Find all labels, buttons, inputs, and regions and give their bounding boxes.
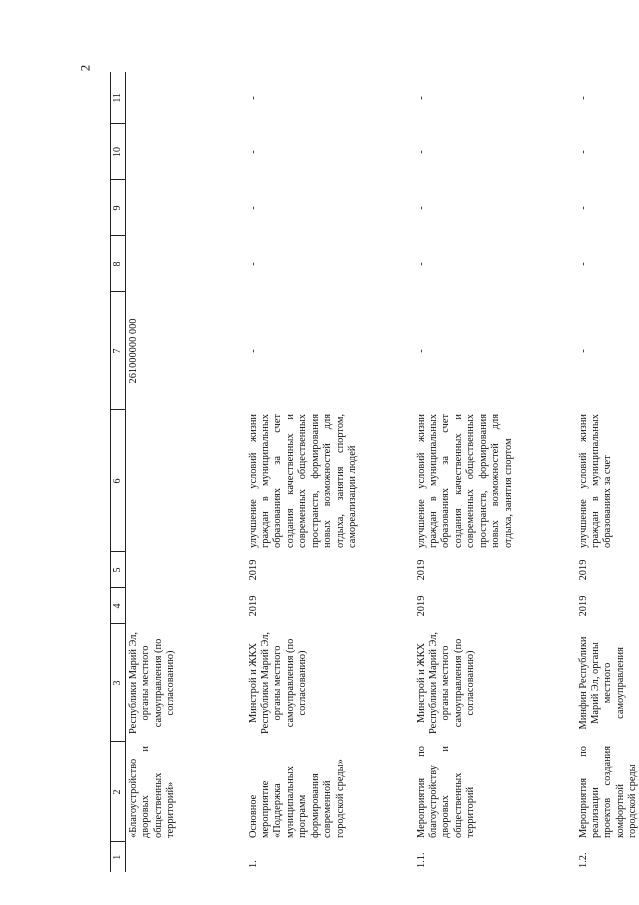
executor: Республики Марий Эл, органы местного самоуправления (по согласованию) — [128, 632, 177, 734]
header-cell: 1 — [111, 842, 126, 872]
header-cell: 5 — [111, 552, 126, 588]
row-number: 1.1. — [415, 852, 427, 868]
header-cell: 4 — [111, 588, 126, 624]
start-year: 2019 — [577, 595, 589, 617]
start-year: 2019 — [415, 595, 427, 617]
table-row — [246, 72, 414, 872]
header-row — [111, 72, 126, 872]
header-cell: 11 — [111, 72, 126, 124]
cell-11: - — [415, 96, 427, 100]
cell-9: - — [415, 206, 427, 210]
program-table — [110, 72, 639, 872]
budget-code: - — [415, 349, 427, 353]
budget-code: - — [247, 349, 259, 353]
header-cell: 3 — [111, 624, 126, 742]
expected-result: улучшение условий жизни граждан в муниципальных образованиях за счет создания качественных и современных общественных пространств, формирования новых возможностей для отдыха, занятия спортом, самореализации людей — [247, 414, 359, 548]
start-year — [126, 588, 246, 624]
header-cell: 7 — [111, 292, 126, 410]
measure-name: «Благоустройство дворовых и общественных территорий» — [128, 746, 177, 838]
end-year: 2019 — [415, 559, 427, 581]
cell-9 — [126, 180, 246, 236]
executor: Минстрой и ЖКХ Республики Марий Эл, органы местного самоуправления (по согласованию) — [415, 632, 477, 734]
start-year: 2019 — [247, 595, 259, 617]
cell-11 — [126, 72, 246, 124]
header-cell: 8 — [111, 236, 126, 292]
expected-result: улучшение условий жизни граждан в муниципальных образованиях за счет создания качественных и современных общественных пространств, формирования новых возможностей для отдыха, занятия спортом — [415, 414, 514, 548]
table-row — [414, 72, 576, 872]
cell-9: - — [247, 206, 259, 210]
cell-10 — [126, 124, 246, 180]
cell-10: - — [577, 150, 589, 154]
measure-name: Основное мероприятие «Поддержка муниципальных программ формирования современной городской среды» — [247, 759, 346, 838]
cell-9: - — [577, 206, 589, 210]
rotated-table-container — [110, 32, 639, 872]
header-cell: 9 — [111, 180, 126, 236]
end-year — [126, 552, 246, 588]
executor: Минстрой и ЖКХ Республики Марий Эл, органы местного самоуправления (по согласованию) — [247, 632, 309, 734]
page-number: 2 — [77, 64, 93, 72]
header-cell: 10 — [111, 124, 126, 180]
cell-11: - — [577, 96, 589, 100]
measure-name: Мероприятия по реализации проектов создания комфортной городской среды — [577, 746, 639, 838]
header-cell: 6 — [111, 410, 126, 552]
row-number: 1. — [247, 860, 259, 868]
cell-8 — [126, 236, 246, 292]
row-number — [126, 842, 246, 872]
expected-result: улучшение условий жизни граждан в муниципальных образованиях за счет — [577, 414, 614, 548]
budget-code: - — [577, 349, 589, 353]
measure-name: Мероприятия по благоустройству дворовых и общественных территорий — [415, 746, 477, 838]
cell-11: - — [247, 96, 259, 100]
executor: Минфин Республики Марий Эл, органы местного самоуправления — [577, 636, 626, 730]
table-row — [576, 72, 639, 872]
budget-code: 261000000 000 — [128, 318, 139, 384]
cell-8: - — [415, 262, 427, 266]
table-row — [126, 72, 246, 872]
cell-8: - — [577, 262, 589, 266]
row-number: 1.2. — [577, 852, 589, 868]
cell-8: - — [247, 262, 259, 266]
cell-10: - — [247, 150, 259, 154]
cell-10: - — [415, 150, 427, 154]
expected-result — [126, 410, 246, 552]
header-cell: 2 — [111, 742, 126, 842]
end-year: 2019 — [577, 559, 589, 581]
end-year: 2019 — [247, 559, 259, 581]
